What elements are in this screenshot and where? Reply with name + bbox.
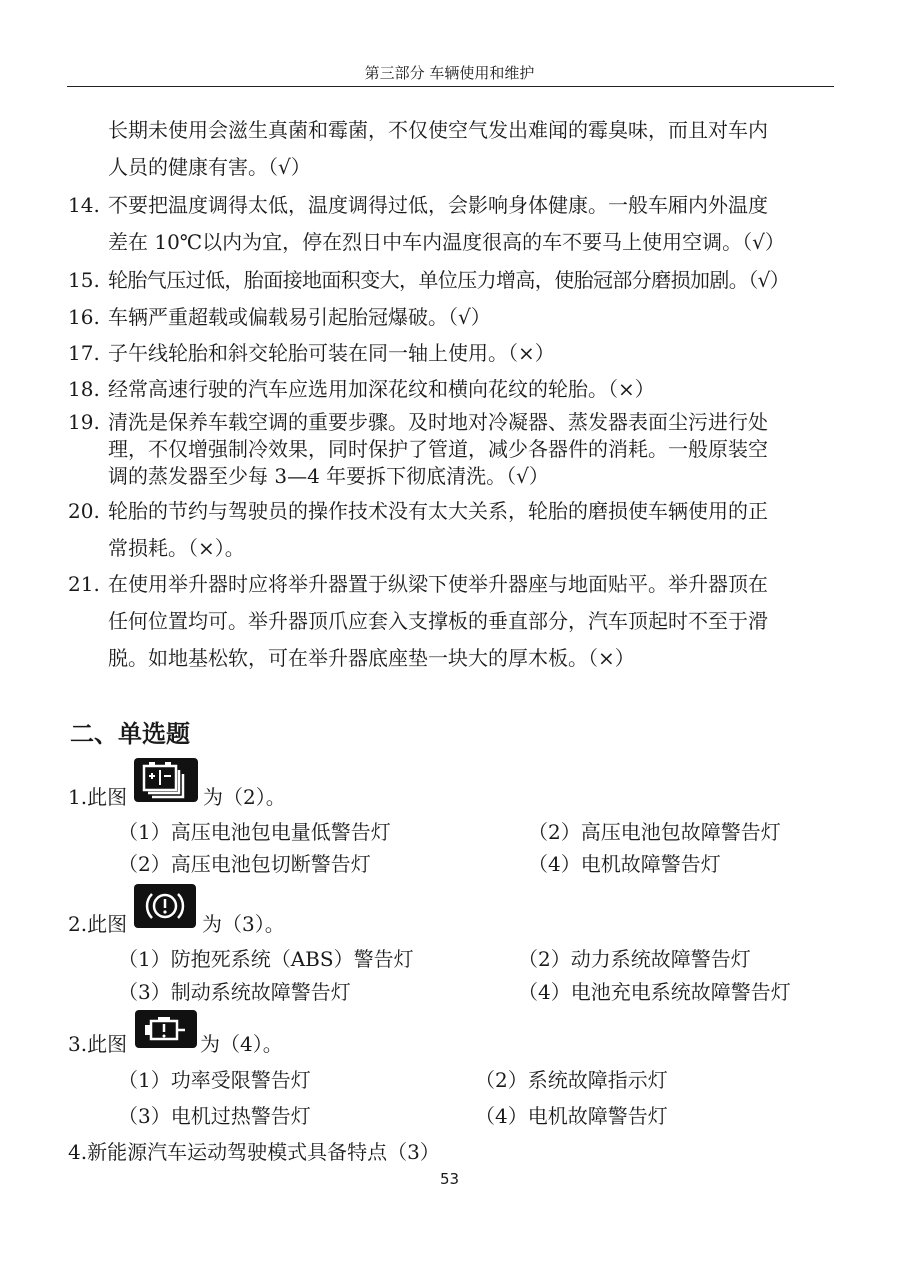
tf-line: 人员的健康有害。（√） bbox=[108, 155, 311, 179]
question-suffix: 为（2）。 bbox=[203, 785, 286, 809]
tf-line: 子午线轮胎和斜交轮胎可装在同一轴上使用。（×） bbox=[108, 341, 555, 365]
question-suffix: 为（4）。 bbox=[200, 1032, 283, 1056]
option: （4）电机故障警告灯 bbox=[528, 852, 721, 876]
tf-line: 在使用举升器时应将举升器置于纵梁下使举升器座与地面贴平。举升器顶在 bbox=[108, 572, 768, 596]
tf-number: 19. bbox=[68, 410, 100, 434]
tf-line: 车辆严重超载或偏载易引起胎冠爆破。（√） bbox=[108, 305, 491, 329]
question-suffix: 为（3）。 bbox=[202, 912, 285, 936]
option: （2）高压电池包切断警告灯 bbox=[118, 852, 371, 876]
tf-line: 轮胎气压过低，胎面接地面积变大，单位压力增高，使胎冠部分磨损加剧。（√） bbox=[108, 268, 790, 292]
tf-line: 长期未使用会滋生真菌和霉菌，不仅使空气发出难闻的霉臭味，而且对车内 bbox=[108, 118, 768, 142]
tf-line: 脱。如地基松软，可在举升器底座垫一块大的厚木板。（×） bbox=[108, 646, 635, 670]
tf-line: 调的蒸发器至少每 3—4 年要拆下彻底清洗。（√） bbox=[108, 464, 549, 488]
tf-number: 15. bbox=[68, 268, 100, 292]
option: （3）电机过热警告灯 bbox=[118, 1104, 311, 1128]
battery-stack-icon bbox=[134, 758, 198, 802]
option: （2）高压电池包故障警告灯 bbox=[528, 820, 781, 844]
tf-line: 轮胎的节约与驾驶员的操作技术没有太大关系，轮胎的磨损使车辆使用的正 bbox=[108, 499, 768, 523]
option: （4）电池充电系统故障警告灯 bbox=[518, 980, 791, 1004]
tf-number: 14. bbox=[68, 193, 100, 217]
page-header: 第三部分 车辆使用和维护 bbox=[364, 64, 535, 82]
option: （1）高压电池包电量低警告灯 bbox=[118, 820, 391, 844]
option: （1）功率受限警告灯 bbox=[118, 1068, 311, 1092]
tf-number: 21. bbox=[68, 572, 100, 596]
section-title: 二、单选题 bbox=[70, 720, 190, 748]
page-number: 53 bbox=[439, 1170, 460, 1188]
tf-line: 任何位置均可。举升器顶爪应套入支撑板的垂直部分，汽车顶起时不至于滑 bbox=[108, 609, 768, 633]
tf-line: 常损耗。（×）。 bbox=[108, 536, 245, 560]
option: （3）制动系统故障警告灯 bbox=[118, 980, 351, 1004]
option: （2）动力系统故障警告灯 bbox=[518, 947, 751, 971]
tf-number: 20. bbox=[68, 499, 100, 523]
tf-line: 清洗是保养车载空调的重要步骤。及时地对冷凝器、蒸发器表面尘污进行处 bbox=[108, 410, 768, 434]
tf-line: 经常高速行驶的汽车应选用加深花纹和横向花纹的轮胎。（×） bbox=[108, 377, 655, 401]
question-prefix: 4.新能源汽车运动驾驶模式具备特点（3） bbox=[68, 1140, 440, 1164]
tf-line: 差在 10℃以内为宜，停在烈日中车内温度很高的车不要马上使用空调。（√） bbox=[108, 230, 785, 254]
tf-number: 18. bbox=[68, 377, 100, 401]
tf-number: 16. bbox=[68, 305, 100, 329]
tf-number: 17. bbox=[68, 341, 100, 365]
brake-warning-icon bbox=[134, 884, 196, 928]
question-prefix: 2.此图 bbox=[68, 912, 128, 936]
header-rule bbox=[67, 86, 834, 87]
question-prefix: 3.此图 bbox=[68, 1032, 128, 1056]
question-prefix: 1.此图 bbox=[68, 785, 128, 809]
tf-line: 理，不仅增强制冷效果，同时保护了管道，减少各器件的消耗。一般原装空 bbox=[108, 437, 768, 461]
tf-line: 不要把温度调得太低，温度调得过低，会影响身体健康。一般车厢内外温度 bbox=[108, 193, 768, 217]
option: （2）系统故障指示灯 bbox=[475, 1068, 668, 1092]
option: （1）防抱死系统（ABS）警告灯 bbox=[118, 947, 414, 971]
option: （4）电机故障警告灯 bbox=[475, 1104, 668, 1128]
motor-fault-icon bbox=[135, 1010, 197, 1048]
